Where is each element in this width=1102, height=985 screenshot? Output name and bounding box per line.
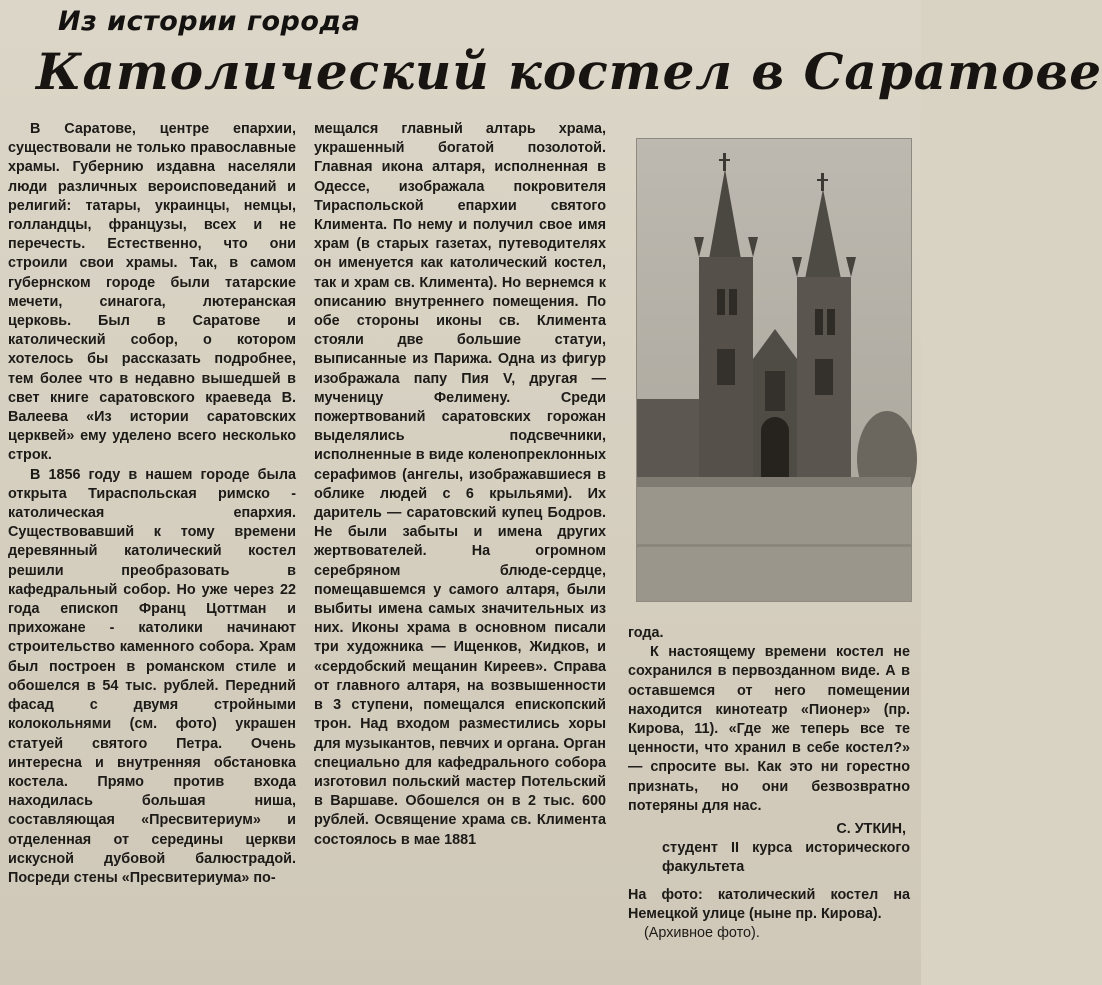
article-column-3 [628,624,910,943]
church-building-illustration [637,139,911,601]
continuation-text: года. [628,625,664,641]
article-headline: Католический костел в Саратове [36,42,1102,101]
rubric-title: Из истории города [58,6,361,37]
paragraph: В Саратове, центре епархии, существовали не только православные храмы. Губернию издавна населяли люди различных вероисповеданий и религий: татары, украинцы, немцы, голландцы, французы, всех и не перечесть. Естественно, что они строили свои храмы. Так, в самом губернском городе были татарские мечети, синагога, лютеранская церковь. Был в Саратове и католический собор, о котором хотелось бы рассказать подробнее, тем более что в недавно вышедшей в свет книге саратовского краеведа В. Валеева «Из истории саратовских церквей» ему уделено всего несколько строк. [8,121,296,464]
article-column-1 [8,120,296,888]
caption-text: католический костел на Немецкой улице (ныне пр. Кирова). [628,886,911,922]
paragraph: К настоящему времени костел не сохранился в первозданном виде. А в оставшемся от него помещении находится кинотеатр «Пионер» (пр. Кирова, 11). «Где же теперь все те ценности, что хранил в себе костел?» — спросите вы. Как это ни горестно признать, но они безвозвратно потеряны для нас. [628,644,910,814]
paragraph: В 1856 году в нашем городе была открыта Тираспольская римско - католическая епархия. Существовавший к тому времени деревянный католический костел решили преобразовать в кафедральный собор. Но уже через 22 года епископ Франц Цоттман и прихожане - католики начинают строительство каменного собора. Храм был построен в романском стиле и обошелся в 54 тыс. рублей. Передний фасад с двумя стройными колокольнями (см. фото) украшен статуей святого Петра. Очень интересна и внутренняя обстановка костела. Прямо против входа находилась большая ниша, составляющая «Пресвитериум» и отделенная от середины церкви искусной дубовой балюстрадой. Посреди стены «Пресвитериума» по- [8,466,296,886]
article-column-2 [314,120,606,850]
author-name: С. УТКИН, [836,821,906,838]
caption-label: На фото: [628,886,703,903]
author-title: студент II курса исторического факультета [662,840,910,876]
church-photo [636,138,912,602]
caption-line [628,886,910,924]
paragraph: мещался главный алтарь храма, украшенный богатой позолотой. Главная икона алтаря, исполненная в Одессе, изображала покровителя Тираспольской епархии святого Климента. По нему и получил свое имя храм (в старых газетах, путеводителях он именуется как католический костел, так и храм св. Климента). Но вернемся к описанию внутреннего помещения. По обе стороны иконы св. Климента стояли две большие статуи, выписанные из Парижа. Одна из фигур изображала папу Пия V, другая — мученицу Фелимену. Среди пожертвований саратовских горожан выделялись подсвечники, исполненные в виде коленопреклонных серафимов (ангелы, изображавшиеся в облике людей с 6 крыльями). Их даритель — саратовский купец Бодров. Не были забыты и имена других жертвователей. На огромном серебряном блюде-сердце, помещавшемся у самого алтаря, были выбиты имена самых значительных из них. Иконы храма в основном писали три художника — Ищенков, Жидков, и «сердобский мещанин Киреев». Справа от главного алтаря, на возвышенности в 3 ступени, помещался епископский трон. Над входом разместились хоры для музыкантов, певчих и органа. Орган специально для кафедрального собора изготовил польский мастер Потельский в Варшаве. Обошелся он в 2 тыс. 600 рублей. Освящение храма св. Климента состоялось в мае 1881 [314,121,606,848]
photo-caption [628,886,910,944]
archive-note: (Архивное фото). [644,925,760,942]
